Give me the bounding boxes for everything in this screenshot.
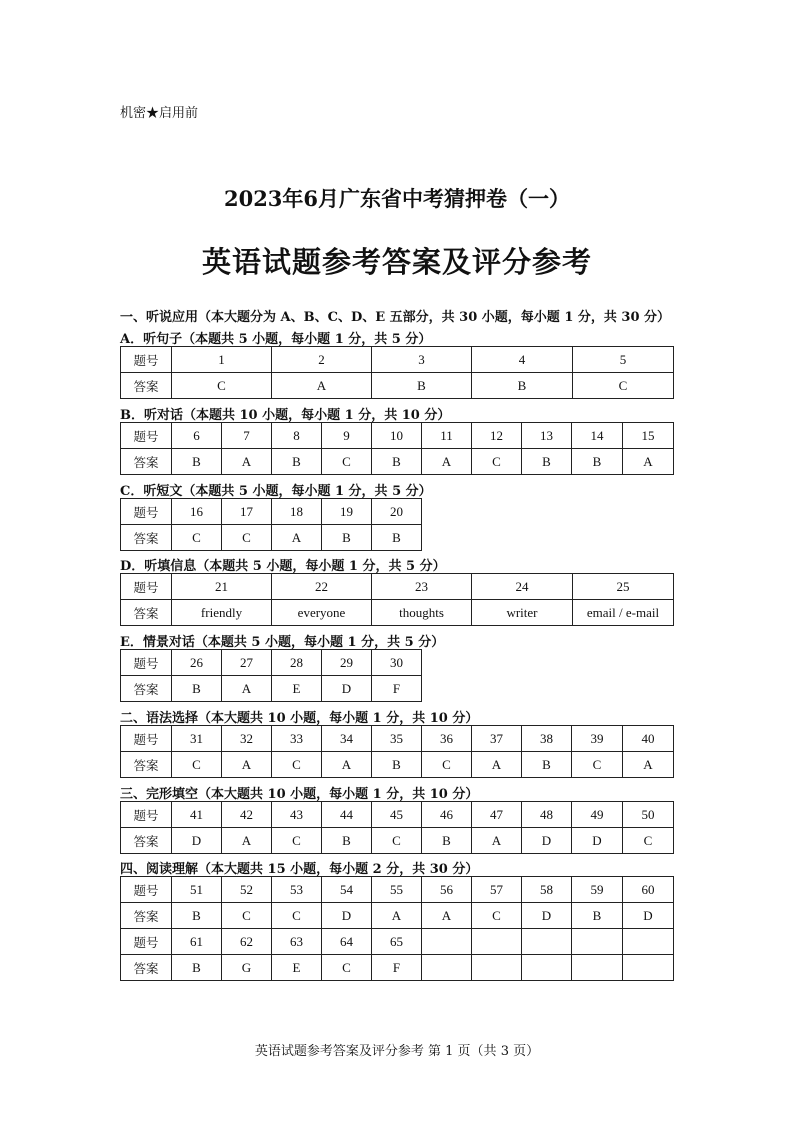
question-number: 15 bbox=[623, 423, 674, 449]
question-number: 43 bbox=[272, 802, 322, 828]
row-label: 题号 bbox=[121, 423, 172, 449]
table-row bbox=[121, 373, 674, 399]
confidential-mark: 机密★启用前 bbox=[120, 106, 199, 121]
answer-cell: A bbox=[422, 903, 472, 929]
row-label: 答案 bbox=[121, 676, 172, 702]
answer-cell: B bbox=[322, 525, 372, 551]
question-number: 4 bbox=[472, 347, 573, 373]
question-number: 8 bbox=[272, 423, 322, 449]
table-row bbox=[121, 802, 674, 828]
answer-cell: B bbox=[522, 449, 572, 475]
question-number: 35 bbox=[372, 726, 422, 752]
empty-cell bbox=[572, 929, 623, 955]
row-label: 答案 bbox=[121, 449, 172, 475]
question-number: 54 bbox=[322, 877, 372, 903]
question-number: 59 bbox=[572, 877, 623, 903]
table-row bbox=[121, 525, 422, 551]
question-number: 61 bbox=[172, 929, 222, 955]
empty-cell bbox=[623, 955, 674, 981]
answer-cell: E bbox=[272, 955, 322, 981]
answer-cell: B bbox=[572, 903, 623, 929]
table-row bbox=[121, 877, 674, 903]
row-label: 题号 bbox=[121, 347, 172, 373]
answer-cell: C bbox=[372, 828, 422, 854]
question-number: 12 bbox=[472, 423, 522, 449]
answer-cell: A bbox=[623, 449, 674, 475]
table-row bbox=[121, 499, 422, 525]
question-number: 60 bbox=[623, 877, 674, 903]
row-label: 答案 bbox=[121, 752, 172, 778]
question-number: 2 bbox=[272, 347, 372, 373]
answer-cell: C bbox=[573, 373, 674, 399]
question-number: 27 bbox=[222, 650, 272, 676]
question-number: 1 bbox=[172, 347, 272, 373]
table-row bbox=[121, 600, 674, 626]
answer-cell: A bbox=[272, 373, 372, 399]
answer-cell: A bbox=[472, 752, 522, 778]
empty-cell bbox=[522, 955, 572, 981]
part3-heading: 三、完形填空（本大题共 10 小题，每小题 1 分，共 10 分） bbox=[120, 787, 479, 802]
part1-heading: 一、听说应用（本大题分为 A、B、C、D、E 五部分，共 30 小题，每小题 1 分，共 30 分） bbox=[120, 310, 671, 325]
answer-cell: everyone bbox=[272, 600, 372, 626]
answer-cell: C bbox=[222, 525, 272, 551]
question-number: 38 bbox=[522, 726, 572, 752]
part2-heading: 二、语法选择（本大题共 10 小题，每小题 1 分，共 10 分） bbox=[120, 711, 479, 726]
answer-cell: A bbox=[222, 752, 272, 778]
answer-cell: friendly bbox=[172, 600, 272, 626]
question-number: 37 bbox=[472, 726, 522, 752]
answer-cell: A bbox=[623, 752, 674, 778]
question-number: 36 bbox=[422, 726, 472, 752]
answer-cell: F bbox=[372, 676, 422, 702]
empty-cell bbox=[572, 955, 623, 981]
table-row bbox=[121, 650, 422, 676]
answer-cell: A bbox=[222, 449, 272, 475]
answer-cell: E bbox=[272, 676, 322, 702]
answer-cell: D bbox=[172, 828, 222, 854]
table-row bbox=[121, 752, 674, 778]
sectionD-heading: D．听填信息（本题共 5 小题，每小题 1 分，共 5 分） bbox=[120, 559, 446, 574]
question-number: 44 bbox=[322, 802, 372, 828]
question-number: 22 bbox=[272, 574, 372, 600]
exam-title: 2023年6月广东省中考猜押卷（一） bbox=[223, 186, 571, 211]
question-number: 28 bbox=[272, 650, 322, 676]
answer-cell: C bbox=[322, 955, 372, 981]
question-number: 17 bbox=[222, 499, 272, 525]
part3-table bbox=[120, 801, 674, 854]
question-number: 10 bbox=[372, 423, 422, 449]
answer-cell: C bbox=[172, 525, 222, 551]
table-row bbox=[121, 449, 674, 475]
answer-cell: B bbox=[372, 525, 422, 551]
question-number: 40 bbox=[623, 726, 674, 752]
answer-cell: B bbox=[172, 449, 222, 475]
question-number: 19 bbox=[322, 499, 372, 525]
row-label: 题号 bbox=[121, 802, 172, 828]
answer-cell: B bbox=[272, 449, 322, 475]
table-row bbox=[121, 423, 674, 449]
table-row bbox=[121, 676, 422, 702]
question-number: 48 bbox=[522, 802, 572, 828]
row-label: 答案 bbox=[121, 903, 172, 929]
question-number: 56 bbox=[422, 877, 472, 903]
question-number: 3 bbox=[372, 347, 472, 373]
answer-cell: C bbox=[472, 449, 522, 475]
question-number: 39 bbox=[572, 726, 623, 752]
sectionE-table bbox=[120, 649, 422, 702]
question-number: 52 bbox=[222, 877, 272, 903]
row-label: 答案 bbox=[121, 828, 172, 854]
answer-cell: F bbox=[372, 955, 422, 981]
answer-cell: C bbox=[272, 752, 322, 778]
empty-cell bbox=[422, 929, 472, 955]
question-number: 9 bbox=[322, 423, 372, 449]
question-number: 46 bbox=[422, 802, 472, 828]
answer-cell: B bbox=[422, 828, 472, 854]
question-number: 13 bbox=[522, 423, 572, 449]
row-label: 题号 bbox=[121, 574, 172, 600]
sectionC-heading: C．听短文（本题共 5 小题，每小题 1 分，共 5 分） bbox=[120, 484, 432, 499]
question-number: 50 bbox=[623, 802, 674, 828]
answer-cell: C bbox=[572, 752, 623, 778]
answer-cell: D bbox=[522, 903, 572, 929]
sectionD-table bbox=[120, 573, 674, 626]
answer-cell: C bbox=[222, 903, 272, 929]
answer-cell: B bbox=[372, 373, 472, 399]
sectionE-heading: E．情景对话（本题共 5 小题，每小题 1 分，共 5 分） bbox=[120, 635, 445, 650]
answer-cell: C bbox=[422, 752, 472, 778]
table-row bbox=[121, 903, 674, 929]
answer-cell: D bbox=[623, 903, 674, 929]
empty-cell bbox=[522, 929, 572, 955]
question-number: 51 bbox=[172, 877, 222, 903]
answer-cell: A bbox=[422, 449, 472, 475]
answer-cell: B bbox=[372, 449, 422, 475]
row-label: 题号 bbox=[121, 726, 172, 752]
question-number: 63 bbox=[272, 929, 322, 955]
empty-cell bbox=[472, 929, 522, 955]
question-number: 42 bbox=[222, 802, 272, 828]
answer-cell: writer bbox=[472, 600, 573, 626]
question-number: 23 bbox=[372, 574, 472, 600]
table-row bbox=[121, 574, 674, 600]
empty-cell bbox=[422, 955, 472, 981]
answer-cell: C bbox=[272, 903, 322, 929]
answer-cell: B bbox=[522, 752, 572, 778]
question-number: 20 bbox=[372, 499, 422, 525]
question-number: 7 bbox=[222, 423, 272, 449]
answer-cell: B bbox=[372, 752, 422, 778]
sectionB-heading: B．听对话（本题共 10 小题，每小题 1 分，共 10 分） bbox=[120, 408, 451, 423]
page-footer: 英语试题参考答案及评分参考 第 1 页（共 3 页） bbox=[254, 1044, 540, 1059]
row-label: 答案 bbox=[121, 525, 172, 551]
question-number: 64 bbox=[322, 929, 372, 955]
question-number: 41 bbox=[172, 802, 222, 828]
part2-table bbox=[120, 725, 674, 778]
question-number: 24 bbox=[472, 574, 573, 600]
part4-heading: 四、阅读理解（本大题共 15 小题，每小题 2 分，共 30 分） bbox=[120, 862, 479, 877]
answer-cell: C bbox=[272, 828, 322, 854]
question-number: 31 bbox=[172, 726, 222, 752]
question-number: 62 bbox=[222, 929, 272, 955]
answer-cell: A bbox=[222, 828, 272, 854]
question-number: 5 bbox=[573, 347, 674, 373]
answer-cell: thoughts bbox=[372, 600, 472, 626]
table-row bbox=[121, 955, 674, 981]
empty-cell bbox=[472, 955, 522, 981]
row-label: 题号 bbox=[121, 877, 172, 903]
row-label: 题号 bbox=[121, 650, 172, 676]
answer-cell: A bbox=[472, 828, 522, 854]
answer-cell: D bbox=[572, 828, 623, 854]
answer-cell: A bbox=[322, 752, 372, 778]
answer-cell: A bbox=[272, 525, 322, 551]
table-row bbox=[121, 828, 674, 854]
table-row bbox=[121, 347, 674, 373]
question-number: 57 bbox=[472, 877, 522, 903]
row-label: 题号 bbox=[121, 929, 172, 955]
answer-cell: B bbox=[172, 676, 222, 702]
row-label: 答案 bbox=[121, 600, 172, 626]
answer-cell: A bbox=[222, 676, 272, 702]
answer-cell: C bbox=[322, 449, 372, 475]
question-number: 47 bbox=[472, 802, 522, 828]
sectionA-heading: A．听句子（本题共 5 小题，每小题 1 分，共 5 分） bbox=[120, 332, 432, 347]
question-number: 26 bbox=[172, 650, 222, 676]
question-number: 21 bbox=[172, 574, 272, 600]
question-number: 25 bbox=[573, 574, 674, 600]
question-number: 16 bbox=[172, 499, 222, 525]
question-number: 53 bbox=[272, 877, 322, 903]
answer-cell: D bbox=[322, 676, 372, 702]
question-number: 18 bbox=[272, 499, 322, 525]
answer-cell: D bbox=[522, 828, 572, 854]
answer-cell: C bbox=[172, 752, 222, 778]
table-row bbox=[121, 929, 674, 955]
answer-cell: B bbox=[322, 828, 372, 854]
answer-cell: C bbox=[472, 903, 522, 929]
answer-cell: B bbox=[472, 373, 573, 399]
answer-cell: A bbox=[372, 903, 422, 929]
empty-cell bbox=[623, 929, 674, 955]
row-label: 题号 bbox=[121, 499, 172, 525]
question-number: 45 bbox=[372, 802, 422, 828]
answer-cell: B bbox=[172, 903, 222, 929]
question-number: 49 bbox=[572, 802, 623, 828]
answer-cell: C bbox=[172, 373, 272, 399]
part4-table bbox=[120, 876, 674, 981]
answer-cell: B bbox=[172, 955, 222, 981]
document-title: 英语试题参考答案及评分参考 bbox=[201, 245, 592, 279]
row-label: 答案 bbox=[121, 373, 172, 399]
question-number: 33 bbox=[272, 726, 322, 752]
answer-cell: D bbox=[322, 903, 372, 929]
question-number: 30 bbox=[372, 650, 422, 676]
question-number: 55 bbox=[372, 877, 422, 903]
sectionC-table bbox=[120, 498, 422, 551]
question-number: 29 bbox=[322, 650, 372, 676]
row-label: 答案 bbox=[121, 955, 172, 981]
question-number: 58 bbox=[522, 877, 572, 903]
answer-cell: C bbox=[623, 828, 674, 854]
question-number: 6 bbox=[172, 423, 222, 449]
answer-cell: G bbox=[222, 955, 272, 981]
answer-cell: B bbox=[572, 449, 623, 475]
sectionB-table bbox=[120, 422, 674, 475]
table-row bbox=[121, 726, 674, 752]
question-number: 65 bbox=[372, 929, 422, 955]
question-number: 32 bbox=[222, 726, 272, 752]
sectionA-table bbox=[120, 346, 674, 399]
question-number: 34 bbox=[322, 726, 372, 752]
question-number: 11 bbox=[422, 423, 472, 449]
question-number: 14 bbox=[572, 423, 623, 449]
answer-cell: email / e-mail bbox=[573, 600, 674, 626]
